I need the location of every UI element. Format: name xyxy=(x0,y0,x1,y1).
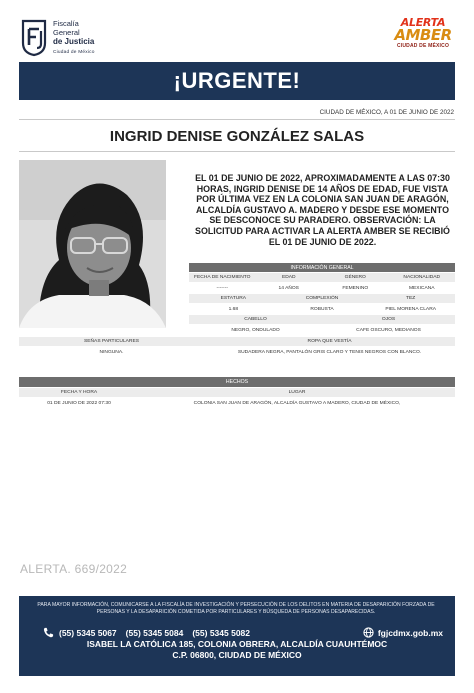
value-fecha-nacimiento: ------- xyxy=(216,285,228,291)
header-tez: TEZ xyxy=(406,296,416,301)
urgent-banner: ¡URGENTE! xyxy=(19,62,455,100)
value-fecha-hora: 01 DE JUNIO DE 2022 07:30 xyxy=(47,400,111,406)
divider xyxy=(19,151,455,152)
info-row2-values xyxy=(189,304,455,314)
alerta-amber-logo xyxy=(390,17,456,57)
divider xyxy=(19,119,455,120)
hechos-values xyxy=(19,398,455,408)
header-estatura: ESTATURA xyxy=(220,296,247,301)
header-fecha-nacimiento: FECHA DE NACIMIENTO xyxy=(194,275,251,280)
phone-number-2[interactable]: (55) 5345 5084 xyxy=(125,627,184,638)
value-ropa: SUDADERA NEGRA, PANTALÓN GRIS CLARO Y TENIS NEGROS CON BLANCO. xyxy=(237,349,422,355)
missing-person-name: INGRID DENISE GONZÁLEZ SALAS xyxy=(109,128,365,145)
fgj-shield-logo-icon xyxy=(19,17,49,57)
phone-number-1[interactable]: (55) 5345 5067 xyxy=(59,627,117,638)
address-line-2: C.P. 06800, CIUDAD DE MÉXICO xyxy=(172,650,302,660)
info-row1-values xyxy=(189,283,455,293)
header-senas-particulares: SEÑAS PARTICULARES xyxy=(84,339,139,344)
info-row4-headers xyxy=(19,337,455,346)
address xyxy=(19,639,455,661)
header-nacionalidad: NACIONALIDAD xyxy=(403,275,441,280)
missing-person-photo xyxy=(19,160,166,328)
institution-line-3: de Justicia xyxy=(53,37,95,46)
footer xyxy=(19,596,455,676)
amber-logo-line-1: ALERTA xyxy=(400,16,446,29)
website-link[interactable]: fgjcdmx.gob.mx xyxy=(377,627,443,638)
header-lugar: LUGAR xyxy=(288,390,306,395)
institution-line-4: Ciudad de México xyxy=(53,50,95,55)
header-ojos: OJOS xyxy=(381,317,396,322)
value-genero: FEMENINO xyxy=(342,285,369,291)
alert-number: ALERTA. 669/2022 xyxy=(20,562,128,576)
value-cabello: NEGRO, ONDULADO xyxy=(231,327,280,333)
header-edad: EDAD xyxy=(281,275,296,280)
info-row3-values xyxy=(189,325,455,335)
value-lugar: COLONIA SAN JUAN DE ARAGÓN, ALCALDÍA GUSTAVO A MADERO, CIUDAD DE MÉXICO, xyxy=(193,400,401,406)
contact-line xyxy=(43,627,443,638)
issue-date: CIUDAD DE MÉXICO, A 01 DE JUNIO DE 2022 xyxy=(319,109,454,116)
value-edad: 14 AÑOS xyxy=(278,285,299,291)
value-tez: PIEL MORENA CLARA xyxy=(385,306,436,312)
value-estatura: 1.68 xyxy=(228,306,239,312)
amber-logo-line-3: CIUDAD DE MÉXICO xyxy=(396,43,450,49)
value-senas-particulares: NINGUNA. xyxy=(99,349,124,355)
header-complexion: COMPLEXIÓN xyxy=(305,296,339,301)
institution-line-2: General xyxy=(53,28,80,37)
header-fecha-hora: FECHA Y HORA xyxy=(60,390,98,395)
phone-icon xyxy=(43,627,54,638)
info-general-header: INFORMACIÓN GENERAL xyxy=(189,263,455,272)
value-nacionalidad: MEXICANA xyxy=(408,285,435,291)
address-line-1: ISABEL LA CATÓLICA 185, COLONIA OBRERA, ALCALDÍA CUAUHTÉMOC xyxy=(86,639,388,649)
institution-line-1: Fiscalía xyxy=(53,19,79,28)
value-complexion: ROBUSTA xyxy=(310,306,334,312)
info-row2-headers xyxy=(189,294,455,303)
info-row3-headers xyxy=(189,315,455,324)
header-genero: GÉNERO xyxy=(344,275,366,280)
hechos-column-headers xyxy=(19,388,455,397)
header-cabello: CABELLO xyxy=(244,317,267,322)
header xyxy=(0,0,474,64)
info-row4-values xyxy=(19,347,455,357)
fgj-institution-name xyxy=(53,19,95,57)
globe-icon xyxy=(363,627,374,638)
value-ojos: CAFE OSCURO, MEDIANOS xyxy=(356,327,421,333)
header-ropa: ROPA QUE VESTÍA xyxy=(307,339,352,344)
footer-note: PARA MAYOR INFORMACIÓN, COMUNICARSE A LA FISCALÍA DE INVESTIGACIÓN Y PERSECUCIÓN DE LOS DELITOS EN MATERIA DE DESAPARICIÓN FORZADA DE PERSONAS Y LA DESAPARICIÓN COMETIDA POR PARTICULARES Y BÚSQUEDA DE PERSONAS DESAPARECIDAS. xyxy=(37,602,435,615)
case-description: EL 01 DE JUNIO DE 2022, APROXIMADAMENTE A LAS 07:30 HORAS, INGRID DENISE DE 14 AÑOS DE EDAD, FUE VISTA POR ÚLTIMA VEZ EN LA COLONIA SAN JUAN DE ARAGÓN, ALCALDÍA GUSTAVO A. MADERO Y DESDE ESE MOMENTO SE DESCONOCE SU PARADERO. OBSERVACIÓN: LA SOLICITUD PARA ACTIVAR LA ALERTA AMBER SE RECIBIÓ EL 01 DE JUNIO DE 2022. xyxy=(195,173,450,247)
phone-number-3[interactable]: (55) 5345 5082 xyxy=(192,627,251,638)
info-row1-headers xyxy=(189,273,455,282)
amber-logo-line-2: AMBER xyxy=(394,26,452,44)
hechos-header: HECHOS xyxy=(19,377,455,387)
